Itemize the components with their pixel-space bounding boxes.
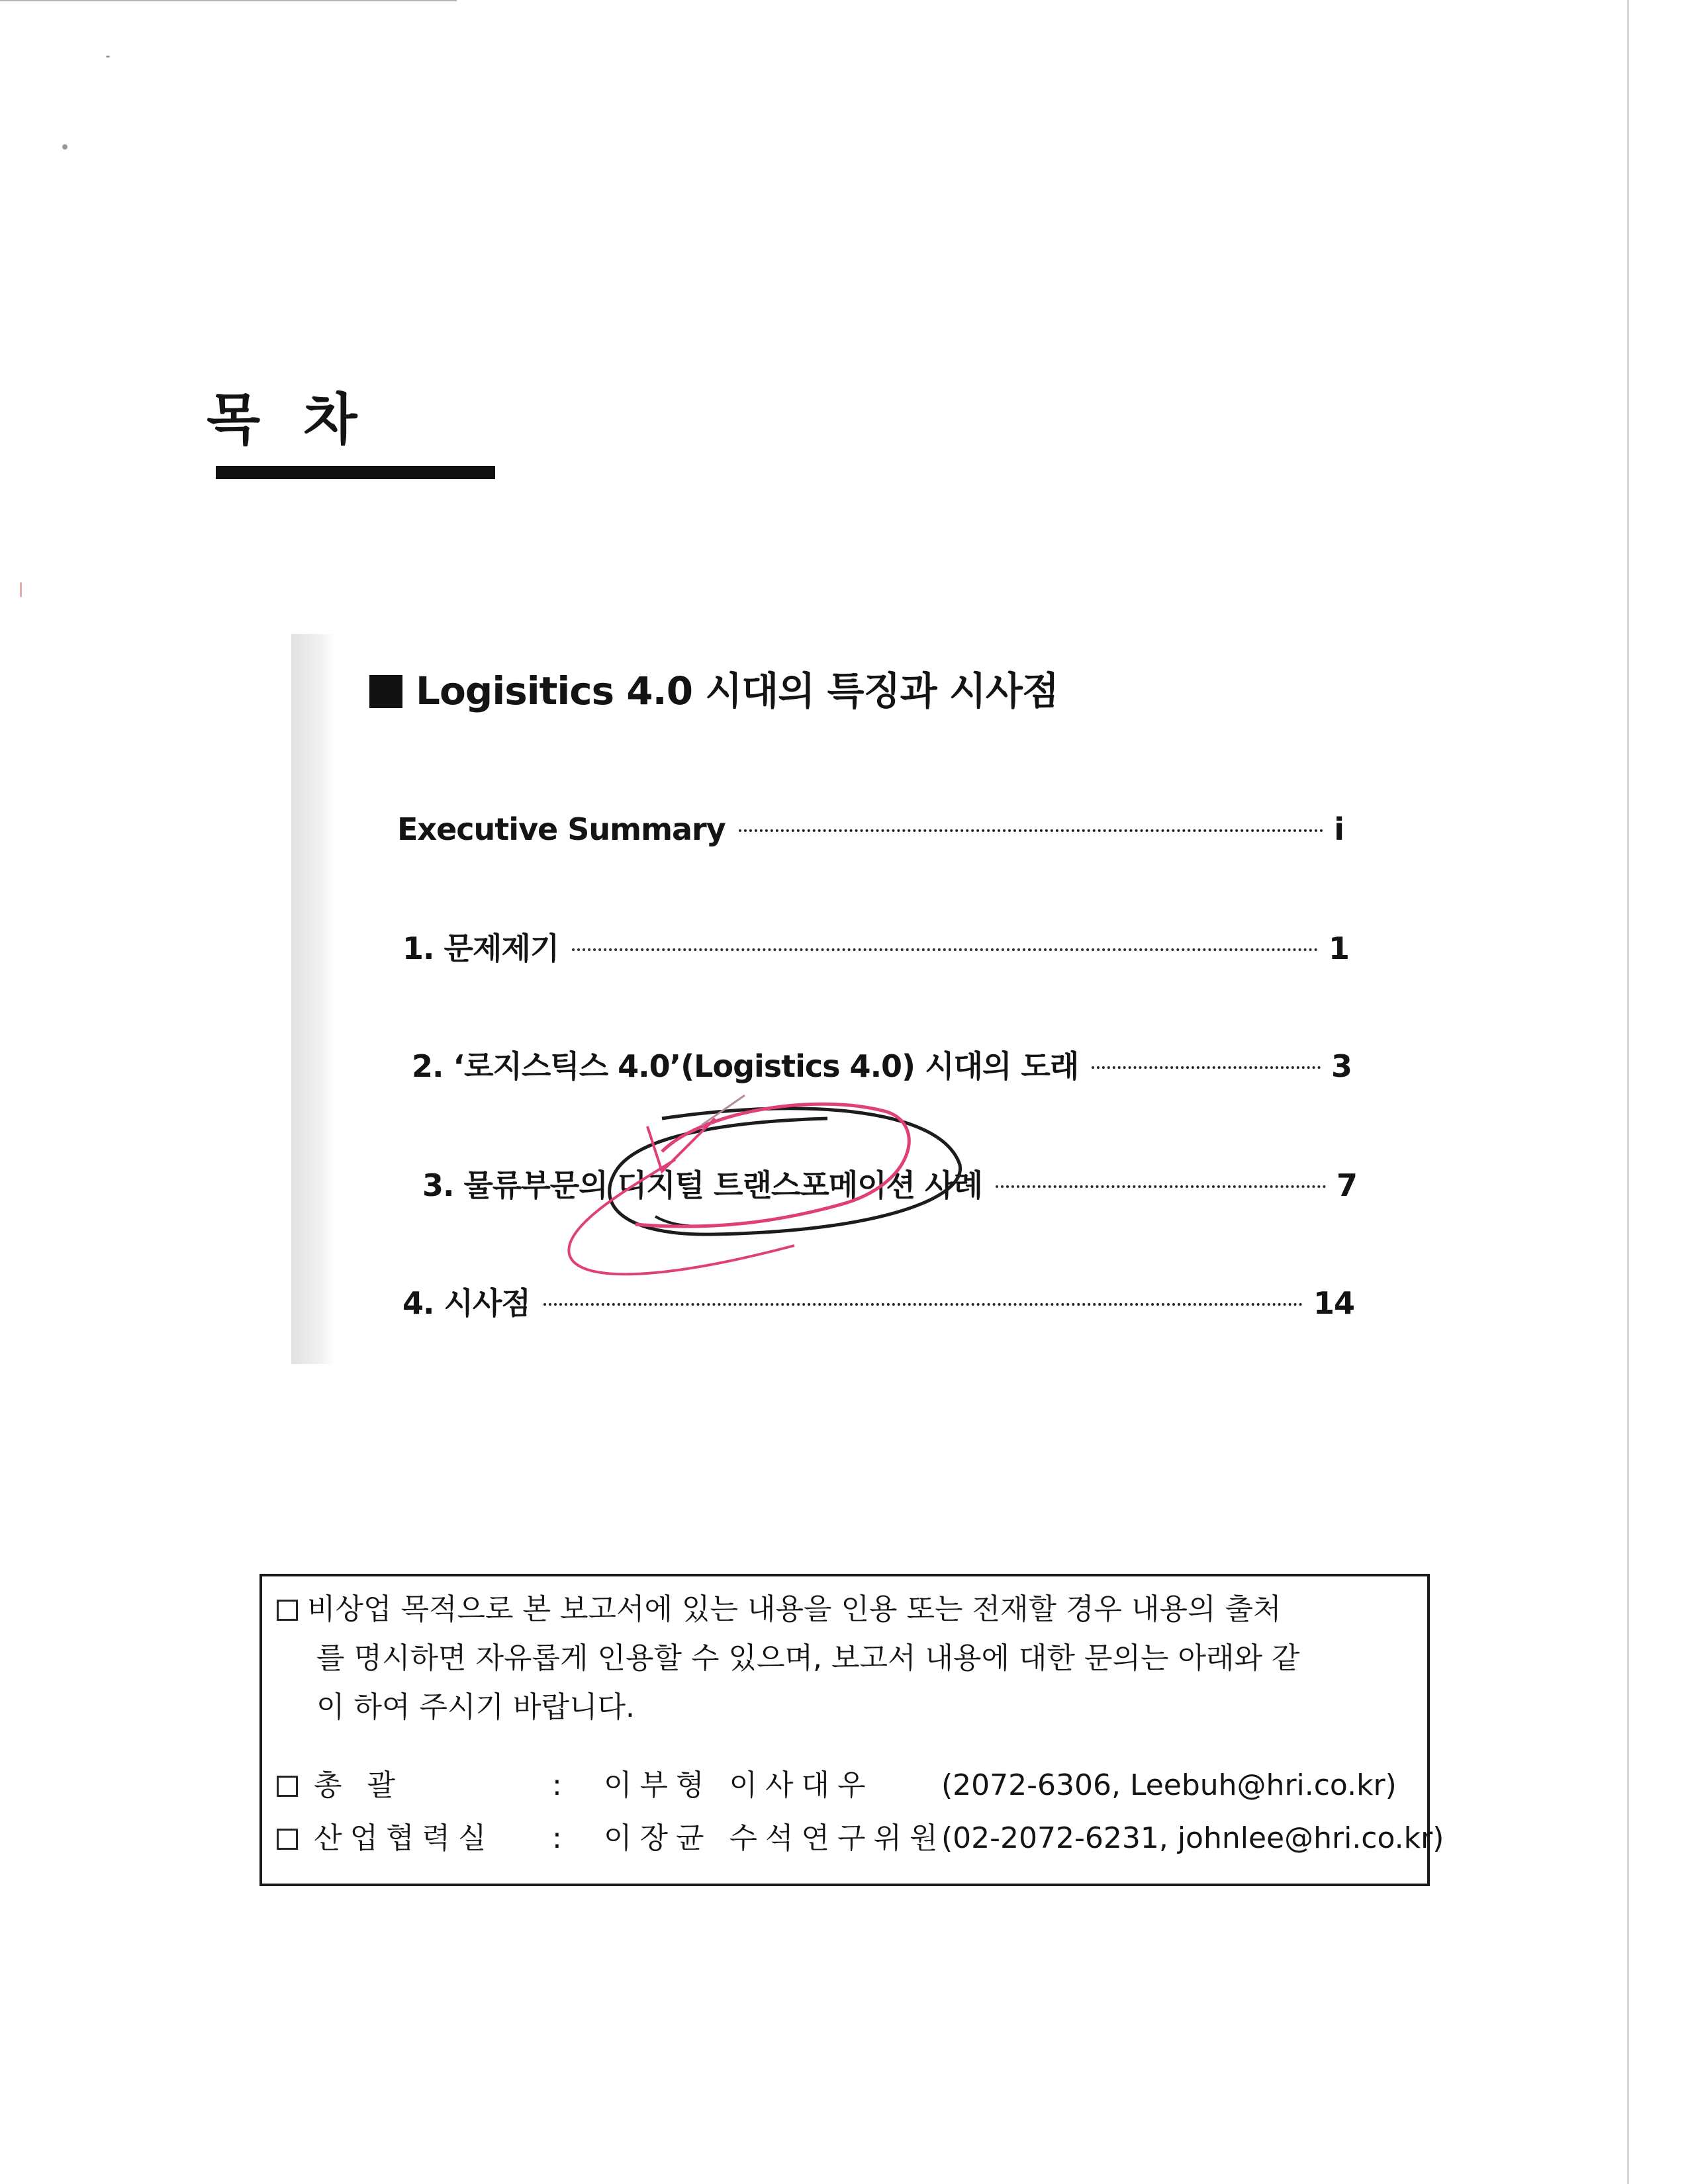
contact-separator: : <box>552 1768 562 1802</box>
toc-item-label: 3. 물류부문의 디지털 트랜스포메이션 사례 <box>422 1167 982 1203</box>
toc-page-number: i <box>1334 811 1344 847</box>
toc-item-label: 2. ‘로지스틱스 4.0’(Logistics 4.0) 시대의 도래 <box>412 1048 1079 1084</box>
toc-dot-leader <box>543 1303 1303 1306</box>
pink-pen-loop <box>635 1104 909 1226</box>
contact-row-general <box>277 1771 298 1800</box>
toc-page-number: 1 <box>1328 931 1349 966</box>
toc-item-2[interactable] <box>412 1048 1352 1084</box>
pink-pen-tick <box>647 1118 715 1171</box>
notice-line-3: 이 하여 주시기 바랍니다. <box>316 1690 635 1724</box>
scan-speck <box>62 144 68 150</box>
toc-item-label: Executive Summary <box>397 811 726 847</box>
contact-name: 이부형 이사대우 <box>604 1768 874 1802</box>
notice-paragraph-first-line <box>277 1592 1282 1626</box>
pink-pen-stroke <box>702 1095 745 1125</box>
black-pen-hook <box>655 1216 712 1226</box>
page-title: 목 차 <box>207 387 369 452</box>
toc-item-1[interactable] <box>402 933 1349 964</box>
toc-item-label: 1. 문제제기 <box>402 931 559 966</box>
notice-line-1: 비상업 목적으로 본 보고서에 있는 내용을 인용 또는 전재할 경우 내용의 출처 <box>307 1592 1282 1626</box>
contact-info[interactable]: (02-2072-6231, johnlee@hri.co.kr) <box>941 1821 1444 1855</box>
checkbox-icon <box>277 1776 298 1797</box>
toc-item-executive-summary[interactable] <box>397 811 1344 847</box>
checkbox-icon <box>277 1600 298 1621</box>
contact-name: 이장균 수석연구위원 <box>604 1821 946 1855</box>
contact-row-industry <box>277 1824 298 1853</box>
notice-line-2: 를 명시하면 자유롭게 인용할 수 있으며, 보고서 내용에 대한 문의는 아래와 같 <box>316 1641 1300 1675</box>
toc-page-number: 14 <box>1313 1285 1354 1321</box>
top-rule <box>0 0 457 1</box>
report-title-text: Logisitics 4.0 시대의 특징과 시사점 <box>416 668 1058 713</box>
toc-item-label: 4. 시사점 <box>402 1285 530 1321</box>
contact-info[interactable]: (2072-6306, Leebuh@hri.co.kr) <box>941 1768 1397 1802</box>
toc-dot-leader <box>572 948 1318 951</box>
toc-dot-leader <box>1092 1066 1321 1069</box>
toc-dot-leader <box>739 829 1324 832</box>
checkbox-icon <box>277 1829 298 1850</box>
contact-separator: : <box>552 1821 562 1855</box>
page-edge-shadow <box>1627 0 1629 2184</box>
toc-item-4[interactable] <box>402 1285 1354 1321</box>
scan-speck <box>106 56 110 58</box>
report-title <box>369 668 1058 715</box>
toc-page-number: 3 <box>1331 1048 1352 1084</box>
toc-dot-leader <box>996 1185 1326 1188</box>
toc-side-band <box>291 634 335 1364</box>
contact-role: 총 괄 <box>314 1768 403 1802</box>
title-underline-bar <box>216 466 495 479</box>
toc-page-number: 7 <box>1336 1167 1357 1203</box>
toc-item-3[interactable] <box>422 1167 1357 1203</box>
square-bullet-icon <box>369 675 402 708</box>
scan-speck <box>20 582 22 597</box>
contact-role: 산업협력실 <box>314 1821 494 1855</box>
